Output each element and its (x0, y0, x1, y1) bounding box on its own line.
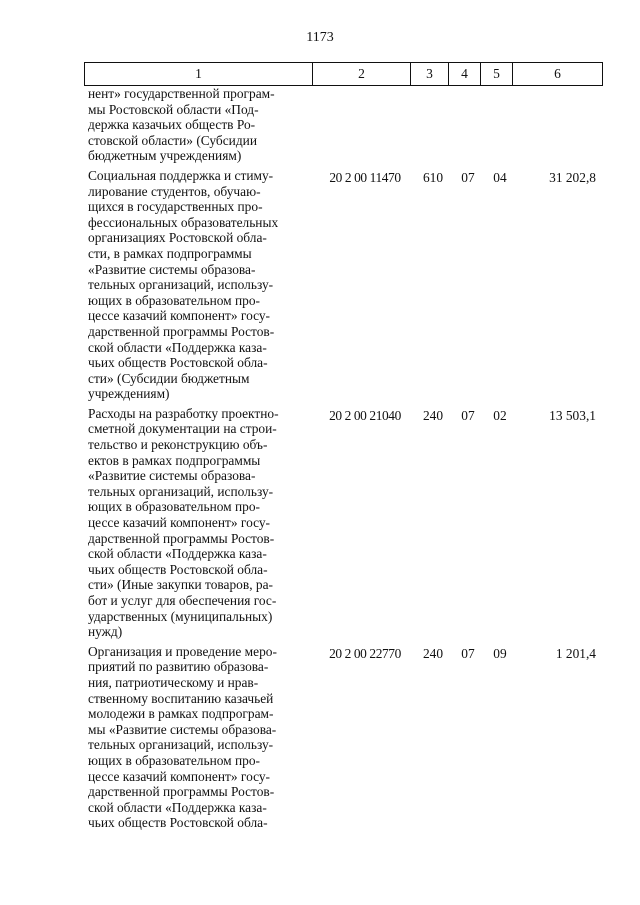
row-type: 610 (422, 169, 444, 185)
row-code: 20 2 00 11470 (329, 169, 401, 185)
row-subsection: 04 (493, 169, 507, 185)
row-code: 20 2 00 22770 (329, 645, 401, 661)
row-type: 240 (422, 407, 444, 423)
row-amount: 1 201,4 (555, 645, 596, 661)
row-type (414, 86, 452, 88)
row-description: Организация и проведение меро- приятий по развитию образова- ния, патриотическому и нрав- ственному воспитанию казачьей молодежи в рамках подпрограм- мы «Развитие системы образова- тельных организаций, использу- ющих в образовательном про- цессе казачий компонент» госу- дарственной программы Ростов- ской области «Поддержка каза- чьих обществ Ростовской обла- (88, 643, 277, 831)
table-row (84, 644, 602, 831)
row-subsection: 09 (493, 645, 507, 661)
row-section (452, 86, 484, 88)
table-row (84, 168, 602, 402)
row-code: 20 2 00 21040 (329, 407, 401, 423)
row-description: нент» государственной програм- мы Ростовской области «Под- держка казачьих обществ Ро- стовской области» (Субсидии бюджетным учреждениям) (88, 86, 275, 164)
column-header-6: 6 (513, 63, 603, 86)
column-header-4: 4 (449, 63, 481, 86)
row-description: Социальная поддержка и стиму- лирование студентов, обучаю- щихся в государственных про- фессиональных образовательных организациях Ростовской обла- сти, в рамках подпрограммы «Развитие системы образова- тельных организаций, использу- ющих в образовательном про- цессе казачий компонент» госу- дарственной программы Ростов- ской области «Поддержка каза- чьих обществ Ростовской обла- сти» (Субсидии бюджетным учреждениям) (88, 167, 279, 402)
column-header-3: 3 (411, 63, 449, 86)
row-type: 240 (422, 645, 444, 661)
column-header-5: 5 (481, 63, 513, 86)
row-code (316, 86, 414, 88)
row-amount (516, 86, 602, 88)
table-row (84, 86, 602, 164)
row-subsection: 02 (493, 407, 507, 423)
row-section: 07 (461, 645, 475, 661)
table-row (84, 406, 602, 640)
row-amount: 13 503,1 (549, 407, 596, 423)
row-amount: 31 202,8 (549, 169, 596, 185)
column-header-row (85, 63, 603, 86)
page-number: 1173 (306, 30, 334, 45)
row-section: 07 (461, 407, 475, 423)
row-section: 07 (461, 169, 475, 185)
column-header-2: 2 (313, 63, 411, 86)
table-body (84, 86, 602, 835)
row-description: Расходы на разработку проектно- сметной документации на строи- тельство и реконструкцию объ- ектов в рамках подпрограммы «Развитие системы образова- тельных организаций, использу- ющих в образовательном про- цессе казачий компонент» госу- дарственной программы Ростов- ской области «Поддержка каза- чьих обществ Ростовской обла- сти» (Иные закупки товаров, ра- бот и услуг для обеспечения гос- ударственных (муниципальных) нужд) (88, 405, 279, 640)
column-header-table (84, 62, 603, 86)
column-header-1: 1 (85, 63, 313, 86)
row-subsection (484, 86, 516, 88)
